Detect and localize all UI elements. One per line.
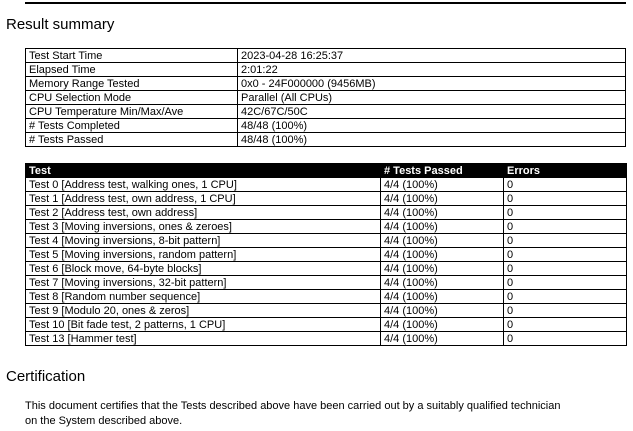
errors-cell: 0 xyxy=(504,206,627,220)
summary-value-cell: 2:01:22 xyxy=(238,63,626,77)
test-name-cell: Test 2 [Address test, own address] xyxy=(26,206,381,220)
tests-table xyxy=(25,163,627,346)
test-name-cell: Test 13 [Hammer test] xyxy=(26,332,381,346)
test-row xyxy=(26,206,627,220)
errors-cell: 0 xyxy=(504,234,627,248)
tests-table-header xyxy=(26,164,627,178)
tests-header-passed: # Tests Passed xyxy=(381,164,504,178)
errors-cell: 0 xyxy=(504,318,627,332)
summary-table xyxy=(25,48,626,147)
summary-value-cell: Parallel (All CPUs) xyxy=(238,91,626,105)
summary-row xyxy=(26,77,626,91)
summary-row xyxy=(26,63,626,77)
tests-header-errors: Errors xyxy=(504,164,627,178)
tests-passed-cell: 4/4 (100%) xyxy=(381,192,504,206)
test-row xyxy=(26,220,627,234)
summary-label-cell: # Tests Completed xyxy=(26,119,238,133)
tests-passed-cell: 4/4 (100%) xyxy=(381,290,504,304)
summary-value-cell: 42C/67C/50C xyxy=(238,105,626,119)
test-name-cell: Test 1 [Address test, own address, 1 CPU] xyxy=(26,192,381,206)
tests-passed-cell: 4/4 (100%) xyxy=(381,248,504,262)
test-row xyxy=(26,262,627,276)
result-summary-heading: Result summary xyxy=(6,16,115,33)
errors-cell: 0 xyxy=(504,304,627,318)
summary-label-cell: Test Start Time xyxy=(26,49,238,63)
tests-passed-cell: 4/4 (100%) xyxy=(381,262,504,276)
summary-label-cell: CPU Selection Mode xyxy=(26,91,238,105)
errors-cell: 0 xyxy=(504,220,627,234)
summary-row xyxy=(26,49,626,63)
summary-label-cell: Memory Range Tested xyxy=(26,77,238,91)
summary-value-cell: 48/48 (100%) xyxy=(238,133,626,147)
tests-table-body xyxy=(26,178,627,346)
summary-value-cell: 2023-04-28 16:25:37 xyxy=(238,49,626,63)
test-row xyxy=(26,178,627,192)
top-rule xyxy=(25,2,626,4)
test-name-cell: Test 3 [Moving inversions, ones & zeroes] xyxy=(26,220,381,234)
summary-label-cell: CPU Temperature Min/Max/Ave xyxy=(26,105,238,119)
test-name-cell: Test 0 [Address test, walking ones, 1 CPU] xyxy=(26,178,381,192)
tests-passed-cell: 4/4 (100%) xyxy=(381,304,504,318)
tests-passed-cell: 4/4 (100%) xyxy=(381,332,504,346)
summary-table-body xyxy=(26,49,626,147)
test-name-cell: Test 10 [Bit fade test, 2 patterns, 1 CPU] xyxy=(26,318,381,332)
certification-text: This document certifies that the Tests described above have been carried out by a suitably qualified technician on the System described above. xyxy=(25,400,561,427)
test-row xyxy=(26,192,627,206)
test-row xyxy=(26,332,627,346)
tests-passed-cell: 4/4 (100%) xyxy=(381,178,504,192)
tests-passed-cell: 4/4 (100%) xyxy=(381,318,504,332)
summary-row xyxy=(26,133,626,147)
test-row xyxy=(26,318,627,332)
errors-cell: 0 xyxy=(504,276,627,290)
tests-header-test: Test xyxy=(26,164,381,178)
tests-passed-cell: 4/4 (100%) xyxy=(381,220,504,234)
summary-row xyxy=(26,91,626,105)
test-name-cell: Test 4 [Moving inversions, 8-bit pattern] xyxy=(26,234,381,248)
test-row xyxy=(26,290,627,304)
test-row xyxy=(26,276,627,290)
tests-header-row xyxy=(26,164,627,178)
test-name-cell: Test 6 [Block move, 64-byte blocks] xyxy=(26,262,381,276)
certification-heading: Certification xyxy=(6,368,86,385)
errors-cell: 0 xyxy=(504,192,627,206)
summary-row xyxy=(26,119,626,133)
test-name-cell: Test 8 [Random number sequence] xyxy=(26,290,381,304)
summary-value-cell: 48/48 (100%) xyxy=(238,119,626,133)
summary-label-cell: Elapsed Time xyxy=(26,63,238,77)
errors-cell: 0 xyxy=(504,248,627,262)
tests-passed-cell: 4/4 (100%) xyxy=(381,206,504,220)
test-name-cell: Test 7 [Moving inversions, 32-bit pattern] xyxy=(26,276,381,290)
test-name-cell: Test 5 [Moving inversions, random pattern] xyxy=(26,248,381,262)
errors-cell: 0 xyxy=(504,262,627,276)
test-row xyxy=(26,248,627,262)
test-row xyxy=(26,304,627,318)
summary-row xyxy=(26,105,626,119)
errors-cell: 0 xyxy=(504,290,627,304)
errors-cell: 0 xyxy=(504,178,627,192)
summary-label-cell: # Tests Passed xyxy=(26,133,238,147)
summary-value-cell: 0x0 - 24F000000 (9456MB) xyxy=(238,77,626,91)
errors-cell: 0 xyxy=(504,332,627,346)
test-row xyxy=(26,234,627,248)
tests-passed-cell: 4/4 (100%) xyxy=(381,276,504,290)
tests-passed-cell: 4/4 (100%) xyxy=(381,234,504,248)
test-name-cell: Test 9 [Modulo 20, ones & zeros] xyxy=(26,304,381,318)
